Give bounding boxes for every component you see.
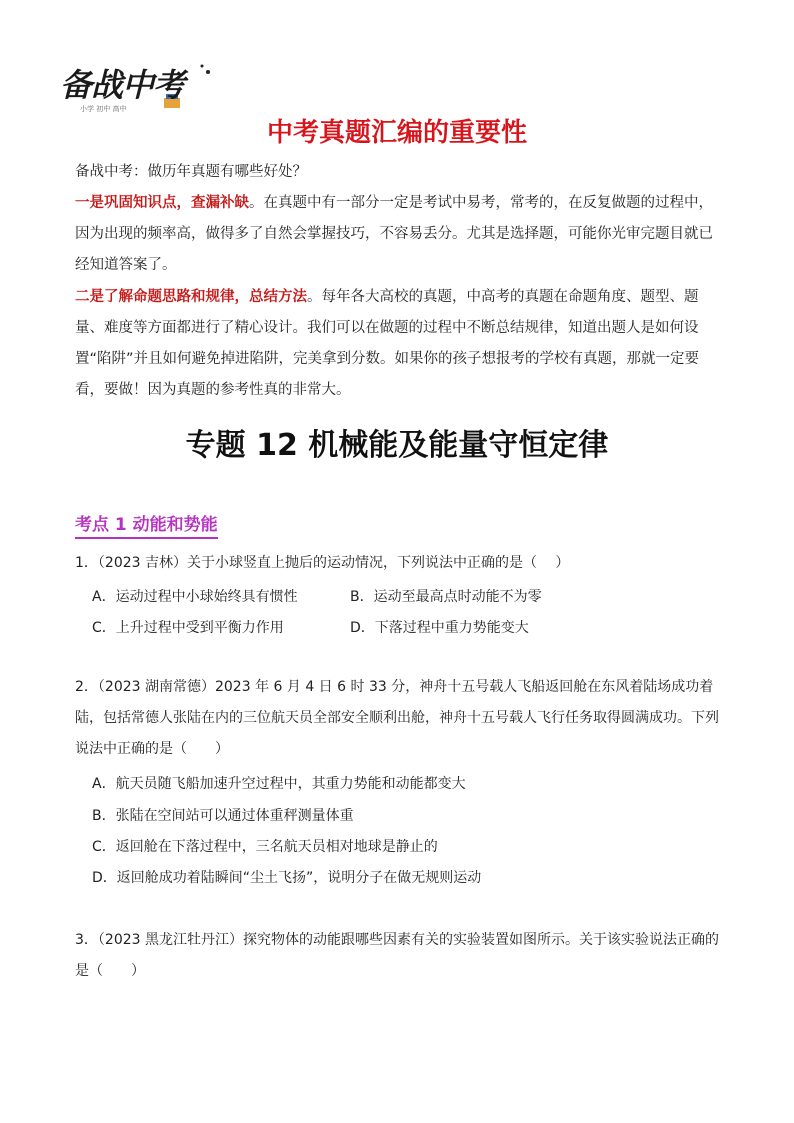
paragraph-2-lead: 二是了解命题思路和规律，总结方法 (75, 289, 307, 305)
paragraph-1-lead: 一是巩固知识点，查漏补缺 (75, 195, 249, 211)
question-2-stem: 2．（2023 湖南常德）2023 年 6 月 4 日 6 时 33 分，神舟十五号载人飞船返回舱在东风着陆场成功着陆，包括常德人张陆在内的三位航天员全部安全顺利出舱，神舟十五号载人飞行任务取得圆满成功。下列说法中正确的是（ ） (75, 679, 719, 757)
section-heading: 考点 1 动能和势能 (75, 510, 218, 539)
page-title: 中考真题汇编的重要性 (266, 118, 527, 148)
question-3-stem: 3．（2023 黑龙江牡丹江）探究物体的动能跟哪些因素有关的实验装置如图所示。关于该实验说法正确的是（ ） (75, 932, 719, 979)
question-2-option-a: A．航天员随飞船加速升空过程中，其重力势能和动能都变大 (92, 776, 466, 792)
logo-text: 备战中考 (60, 66, 185, 104)
question-1-option-a: A．运动过程中小球始终具有惯性 (92, 589, 298, 605)
paragraph-2-body: 。每年各大高校的真题，中高考的真题在命题角度、题型、题量、难度等方面都进行了精心设计。我们可以在做题的过程中不断总结规律，知道出题人是如何设置“陷阱”并且如何避免掉进陷阱，完美拿到分数。如果你的孩子想报考的学校有真题，那就一定要看，要做！因为真题的参考性真的非常大。 (75, 289, 700, 398)
topic-title: 专题 12 机械能及能量守恒定律 (185, 428, 609, 463)
question-1-stem: 1．（2023 吉林）关于小球竖直上抛后的运动情况，下列说法中正确的是（ ） (75, 555, 570, 571)
intro-paragraph-1 (75, 188, 725, 281)
question-1-option-d: D．下落过程中重力势能变大 (350, 620, 529, 636)
intro-question: 备战中考：做历年真题有哪些好处？ (75, 164, 307, 180)
question-2-option-b: B．张陆在空间站可以通过体重秤测量体重 (92, 808, 354, 824)
question-1-option-b: B．运动至最高点时动能不为零 (350, 589, 542, 605)
question-1-option-c: C．上升过程中受到平衡力作用 (92, 620, 284, 636)
question-2-option-d: D．返回舱成功着陆瞬间“尘土飞扬”，说明分子在做无规则运动 (92, 870, 482, 886)
question-2-option-c: C．返回舱在下落过程中，三名航天员相对地球是静止的 (92, 839, 438, 855)
logo-subtitle: 小学 初中 高中 (80, 105, 127, 113)
paragraph-1-body: 。在真题中有一部分一定是考试中易考，常考的，在反复做题的过程中，因为出现的频率高，做得多了自然会掌握技巧，不容易丢分。尤其是选择题，可能你光审完题目就已经知道答案了。 (75, 195, 713, 273)
intro-paragraph-2 (75, 282, 725, 406)
